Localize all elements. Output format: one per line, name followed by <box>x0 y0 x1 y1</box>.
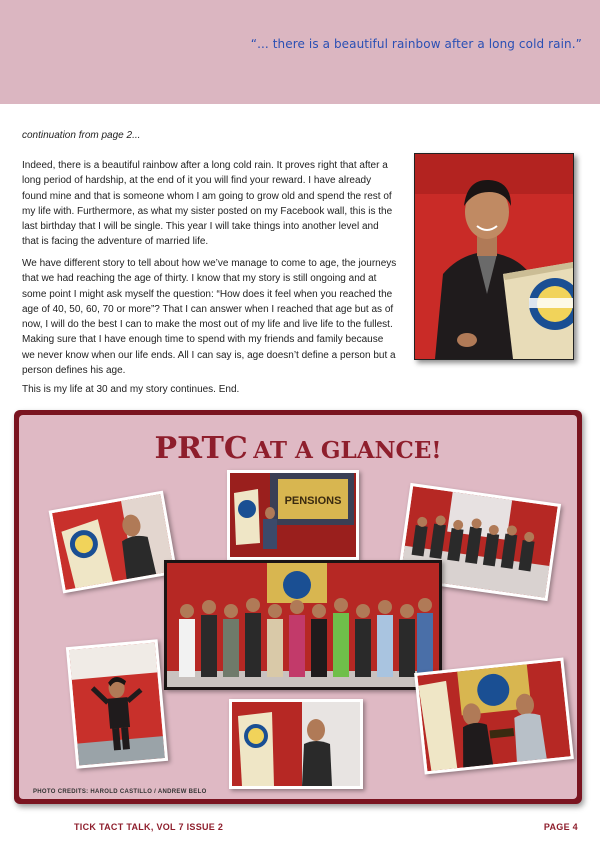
author-portrait-photo <box>414 153 574 360</box>
gallery-frame <box>14 410 582 804</box>
gallery-photo-pensions-talk <box>227 470 359 560</box>
header-banner <box>0 0 600 104</box>
gallery-title-suffix: AT A GLANCE! <box>253 437 442 464</box>
article-paragraph-2: We have different story to tell about how we’ve manage to come to age, the journeys that we had reaching the age of thirty. I know that my story is still ongoing and at some point I might ask myself the question: “How does it feel when you reached the age of 40, 50, 60, 70 or more”? That I can answer when I reached that age but as of now, I will do the best I can to make the most out of my life and live life to the fullest. Making sure that I have enough time to spend with my friends and family because we never know when our life ends. All I can say is, age doesn’t define a person but a person defines his age. <box>22 258 397 377</box>
gallery-photo-speaker-woman <box>49 491 178 594</box>
footer-page-number: PAGE 4 <box>543 822 578 832</box>
article-paragraph-1: Indeed, there is a beautiful rainbow after a long cold rain. It proves right that after a long period of hardship, at the end of it you will find your reward. I have already found mine and that is someone whom I am going to grow old and spend the rest of my life with. Furthermore, as what my sister posted on my Facebook wall, this is the last birthday that I will be single. This year I will take things into another level and that is facing the adventure of married life. <box>22 160 393 248</box>
gallery-photo-speaker-man <box>229 699 363 789</box>
pensions-slide-text: PENSIONS <box>284 495 342 507</box>
gallery-panel <box>19 415 577 799</box>
gallery-title-prefix: PRTC <box>154 431 248 466</box>
gallery-title <box>19 431 577 466</box>
continuation-note: continuation from page 2... <box>22 130 141 141</box>
gallery-photo-award <box>414 657 574 774</box>
article-paragraph-3: This is my life at 30 and my story continues. End. <box>22 384 240 395</box>
footer-publication: TICK TACT TALK, VOL 7 ISSUE 2 <box>74 822 224 832</box>
header-quote: “... there is a beautiful rainbow after a long cold rain.” <box>250 37 582 51</box>
gallery-photo-performer <box>66 639 168 769</box>
photo-credits: PHOTO CREDITS: HAROLD CASTILLO / ANDREW BELO <box>33 789 207 795</box>
gallery-photo-main-group <box>164 560 442 690</box>
